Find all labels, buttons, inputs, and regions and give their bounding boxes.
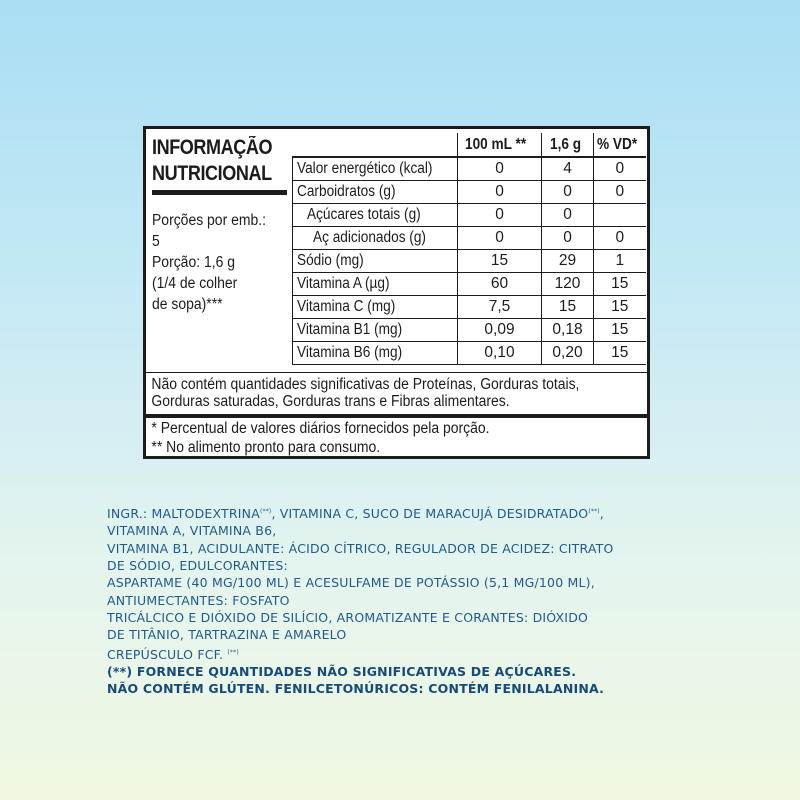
- ingredients-line-3: VITAMINA B1, ACIDULANTE: ÁCIDO CÍTRICO, REGULADOR DE ACIDEZ: CITRATO: [107, 540, 614, 556]
- value-vd: 0: [594, 226, 646, 249]
- ingredients-line-4: DE SÓDIO, EDULCORANTES:: [107, 558, 288, 574]
- value-vd: 0: [594, 157, 646, 180]
- nutrient-name: Carboidratos (g): [293, 180, 458, 203]
- value-portion: 4: [542, 157, 594, 180]
- nutrition-facts-panel: [143, 126, 650, 459]
- value-vd: 0: [594, 180, 646, 203]
- value-vd: [594, 203, 646, 226]
- nutrient-name: Valor energético (kcal): [293, 157, 458, 180]
- value-vd: 15: [594, 341, 646, 364]
- nutrient-name: Aç adicionados (g): [293, 226, 458, 249]
- value-vd: 15: [594, 272, 646, 295]
- nutrient-name: Vitamina B1 (mg): [293, 318, 458, 341]
- portions-value: 5: [152, 233, 160, 250]
- footnote-vd: * Percentual de valores diários fornecidos pela porção.: [151, 420, 490, 437]
- header-per-100ml: 100 mL **: [458, 133, 542, 157]
- value-100ml: 0: [458, 157, 542, 180]
- value-portion: 0: [542, 203, 594, 226]
- portion-line-1: Porção: 1,6 g: [152, 254, 235, 271]
- sugar-notice: (**) FORNECE QUANTIDADES NÃO SIGNIFICATIVAS DE AÇÚCARES.: [107, 663, 577, 679]
- value-vd: 1: [594, 249, 646, 272]
- header-vd: % VD*: [594, 133, 646, 157]
- value-100ml: 0,10: [458, 341, 542, 364]
- table-row: [293, 226, 646, 249]
- ingredients-text: [107, 503, 697, 698]
- value-100ml: 0: [458, 180, 542, 203]
- nutrition-title-block: [152, 135, 292, 195]
- title-line-2: NUTRICIONAL: [152, 162, 272, 185]
- value-portion: 120: [542, 272, 594, 295]
- header-per-portion: 1,6 g: [542, 133, 594, 157]
- table-row: [293, 249, 646, 272]
- value-100ml: 0,09: [458, 318, 542, 341]
- ingredients-line-7: TRICÁLCICO E DIÓXIDO DE SILÍCIO, AROMATIZANTE E CORANTES: DIÓXIDO: [107, 609, 589, 625]
- portion-line-3: de sopa)***: [152, 296, 223, 313]
- header-nutrient: [293, 133, 458, 157]
- nutrient-name: Vitamina A (µg): [293, 272, 458, 295]
- nutrient-name: Vitamina C (mg): [293, 295, 458, 318]
- value-portion: 0,20: [542, 341, 594, 364]
- footnote-ready: ** No alimento pronto para consumo.: [151, 439, 381, 456]
- portions-label: Porções por emb.:: [152, 212, 266, 229]
- title-underline: [152, 190, 287, 195]
- table-row: [293, 203, 646, 226]
- ingredients-line-9: CREPÚSCULO FCF. (**): [107, 646, 239, 662]
- ingredients-line-8: DE TITÂNIO, TARTRAZINA E AMARELO: [107, 627, 347, 643]
- value-vd: 15: [594, 318, 646, 341]
- ingredients-line-2: VITAMINA A, VITAMINA B6,: [107, 523, 277, 539]
- value-100ml: 0: [458, 203, 542, 226]
- value-vd: 15: [594, 295, 646, 318]
- portion-line-2: (1/4 de colher: [152, 275, 238, 292]
- title-line-1: INFORMAÇÃO: [152, 136, 273, 159]
- value-portion: 15: [542, 295, 594, 318]
- portion-info: [152, 210, 278, 315]
- nutrition-table: [292, 133, 646, 365]
- value-100ml: 60: [458, 272, 542, 295]
- ingredients-line-5: ASPARTAME (40 MG/100 ML) E ACESULFAME DE POTÁSSIO (5,1 MG/100 ML),: [107, 575, 595, 591]
- table-row: [293, 180, 646, 203]
- table-row: [293, 295, 646, 318]
- nutrient-name: Vitamina B6 (mg): [293, 341, 458, 364]
- table-header-row: [293, 133, 646, 157]
- value-100ml: 0: [458, 226, 542, 249]
- value-portion: 0,18: [542, 318, 594, 341]
- table-row: [293, 318, 646, 341]
- value-100ml: 15: [458, 249, 542, 272]
- table-row: [293, 272, 646, 295]
- ingredients-line-6: ANTIUMECTANTES: FOSFATO: [107, 592, 290, 608]
- value-portion: 0: [542, 180, 594, 203]
- ingredients-line-1: INGR.: MALTODEXTRINA(**), VITAMINA C, SUCO DE MARACUJÁ DESIDRATADO(**),: [107, 506, 604, 522]
- table-row: [293, 157, 646, 180]
- nutrient-name: Sódio (mg): [293, 249, 458, 272]
- value-portion: 0: [542, 226, 594, 249]
- table-row: [293, 341, 646, 364]
- not-significant-statement: Não contém quantidades significativas de Proteínas, Gorduras totais, Gorduras saturadas, Gorduras trans e Fibras alimentares.: [151, 376, 580, 410]
- notes-section: [146, 372, 647, 458]
- gluten-phenylalanine-notice: NÃO CONTÉM GLÚTEN. FENILCETONÚRICOS: CONTÉM FENILALANINA.: [107, 681, 605, 697]
- value-portion: 29: [542, 249, 594, 272]
- value-100ml: 7,5: [458, 295, 542, 318]
- nutrient-name: Açúcares totais (g): [293, 203, 458, 226]
